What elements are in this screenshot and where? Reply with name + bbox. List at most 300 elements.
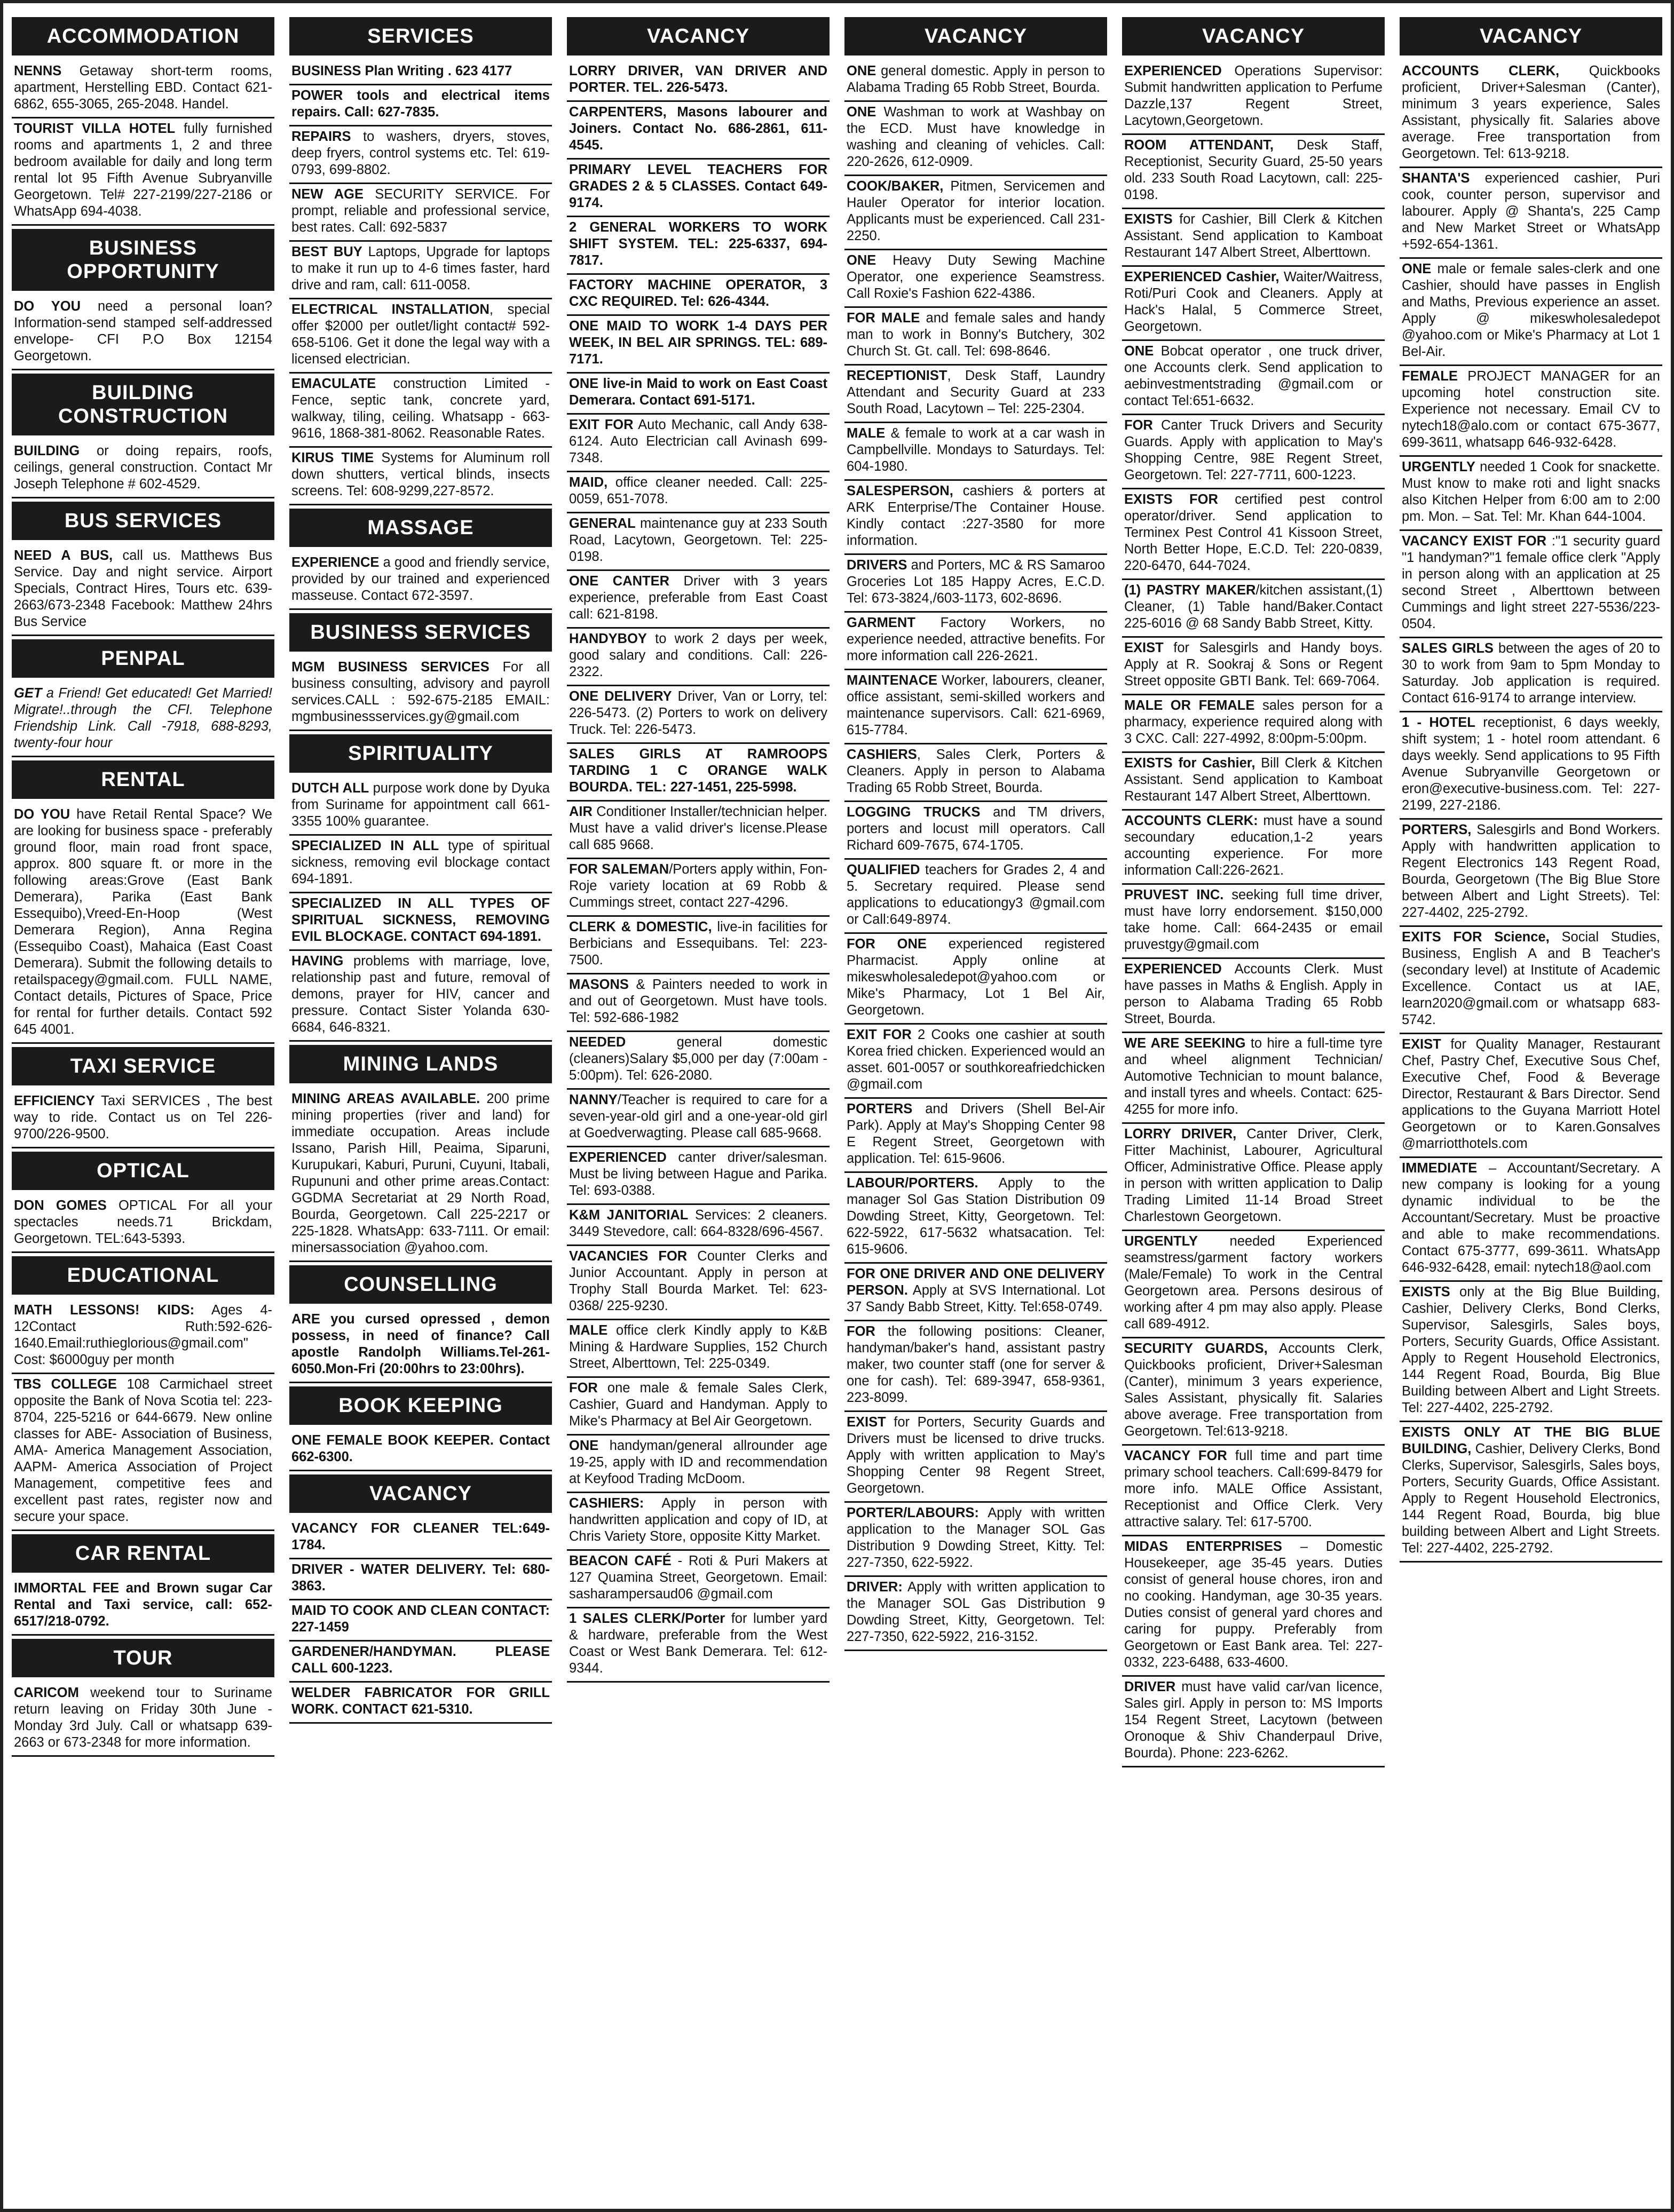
ad-text: Canter Truck Drivers and Security Guards. Apply with application to May's Shopping Centre, 98E Regent Street, Georgetown. Tel: 227-7711, 600-1223. (1124, 418, 1383, 482)
classified-ad (12, 683, 274, 757)
ad-lead: LOGGING TRUCKS (847, 805, 981, 820)
ad-lead: MGM BUSINESS SERVICES (291, 660, 489, 675)
ad-lead: VACANCY FOR CLEANER TEL:649-1784. (291, 1521, 550, 1552)
ad-lead: GARMENT (847, 615, 915, 630)
ad-lead: EXIST (847, 1415, 886, 1430)
section-heading: VACANCY (1122, 17, 1385, 56)
section-heading: TOUR (12, 1639, 274, 1677)
ad-text: Heavy Duty Sewing Machine Operator, one experience Seamstress. Call Roxie's Fashion 622-4386. (847, 253, 1105, 301)
ad-lead: VACANCY EXIST FOR (1402, 534, 1546, 549)
classified-ad (289, 1559, 552, 1600)
column-6 (1400, 14, 1662, 1563)
classified-ad (289, 951, 552, 1042)
section-heading: MINING LANDS (289, 1045, 552, 1083)
classified-ad (844, 613, 1107, 670)
classified-ad (844, 1503, 1107, 1577)
ad-lead: URGENTLY (1124, 1234, 1198, 1249)
classified-ad (1122, 61, 1385, 135)
ad-text: Salesgirls and Bond Workers. Apply with handwritten application to Regent Electronics 143 Regent Road, Bourda, Georgetown (The Big Blue Store between Albert and Light Streets). Tel: 227-4402, 225-2792. (1402, 822, 1660, 920)
classified-ad (567, 1320, 830, 1378)
ad-lead: MAID TO COOK AND CLEAN CONTACT: 227-1459 (291, 1603, 550, 1635)
ad-text: a good and friendly service, provided by our trained and experienced masseuse. Contact 672-3597. (291, 555, 550, 603)
ad-text: & female to work at a car wash in Campbellville. Mondays to Saturdays. Tel: 604-1980. (847, 426, 1105, 474)
classified-ad (12, 61, 274, 118)
ad-text: seeking full time driver, must have lorry endorsement. $150,000 take home. Call: 664-2435 or email pruvestgy@gmail.com (1124, 887, 1383, 952)
classified-ad (12, 441, 274, 498)
ad-lead: MIDAS ENTERPRISES (1124, 1539, 1282, 1554)
ad-lead: WE ARE SEEKING (1124, 1036, 1246, 1051)
ad-text: Operations Supervisor: Submit handwritten application to Perfume Dazzle,137 Regent Street, Lacytown,Georgetown. (1124, 64, 1383, 128)
section-heading: VACANCY (844, 17, 1107, 56)
ad-lead: IMMEDIATE (1402, 1161, 1478, 1176)
ad-lead: DRIVER - WATER DELIVERY. Tel: 680-3863. (291, 1562, 550, 1593)
ad-lead: CARICOM (14, 1685, 79, 1700)
classified-ad (1400, 531, 1662, 638)
classified-ad (567, 374, 830, 415)
ad-lead: GET (14, 686, 42, 701)
classified-ad (12, 545, 274, 636)
ad-lead: SALESPERSON, (847, 483, 953, 498)
ad-lead: MATH LESSONS! KIDS: (14, 1303, 195, 1318)
ad-text: Services: 2 cleaners. 3449 Stevedore, call: 664-8328/696-4567. (569, 1208, 827, 1239)
classified-ad (567, 513, 830, 571)
classified-ad (567, 160, 830, 217)
classified-ad (1400, 1282, 1662, 1422)
classified-ad (289, 657, 552, 731)
classified-ad (844, 1412, 1107, 1503)
section-heading: VACANCY (289, 1474, 552, 1513)
ad-lead: FOR (847, 1324, 875, 1339)
ad-text: Social Studies, Business, English A and B Teacher's (secondary level) at Institute of Academic Excellence. Contact us at IAE, learn2020@gmail.com or whatsapp 683-5742. (1402, 930, 1660, 1027)
ad-text: Desk Staff, Receptionist, Security Guard, 25-50 years old. 233 South Road Lacytown, call: 225-0198. (1124, 138, 1383, 202)
ad-text: type of spiritual sickness, removing evil blockage contact 694-1891. (291, 838, 550, 886)
ad-text: a Friend! Get educated! Get Married! Migrate!..through the CFI. Telephone Friendship Link. Call -7918, 688-8293, twenty-four hour (14, 686, 272, 750)
ad-text: general domestic (cleaners)Salary $5,000 per day (7:00am - 5:00pm). Tel: 626-2080. (569, 1035, 827, 1083)
classified-ad (1122, 811, 1385, 885)
classified-ad (1122, 1446, 1385, 1536)
classified-ad (1400, 366, 1662, 457)
classified-ad (289, 85, 552, 126)
classified-ad (289, 1089, 552, 1262)
ad-text: 108 Carmichael street opposite the Bank of Nova Scotia tel: 223-8704, 225-5216 or 644-6679. New online classes for ABE- Association of Business, AMA- America Management Association, AAPM- America Association of Project Management, competitive fees and excellent past rates, register now and secure your space. (14, 1377, 272, 1524)
classified-ad (1400, 1034, 1662, 1158)
ad-lead: DO YOU (14, 807, 70, 822)
ad-lead: DRIVERS (847, 558, 907, 573)
ad-lead: NEW AGE (291, 187, 364, 202)
ad-text: Apply with written application to the Manager SOL Gas Distribution 9 Dowding Street, Kitty. Tel: 227-7350, 622-5922. (847, 1505, 1105, 1570)
ad-lead: NANNY (569, 1092, 618, 1107)
ad-text: 200 prime mining properties (river and land) for immediate occupation. Areas include Issano, Parish Hill, Peaima, Siparuni, Kurupukari, Kaburi, Puruni, Cuyuni, Itabali, Rupununi and other prime areas.Contact: GGDMA Secretariat at 29 North Road, Bourda, Georgetown. Call 225-2217 or 225-1828. WhatsApp: 633-7111. Or email: minersassociation @yahoo.com. (291, 1091, 550, 1255)
ad-lead: BEST BUY (291, 244, 362, 259)
ad-lead: EXPERIENCED (1124, 64, 1222, 78)
ad-lead: SALES GIRLS AT RAMROOPS TARDING 1 C ORANGE WALK BOURDA. TEL: 227-1451, 225-5998. (569, 747, 827, 795)
ad-lead: TOURIST VILLA HOTEL (14, 121, 176, 136)
ad-lead: LORRY DRIVER, (1124, 1127, 1237, 1141)
classified-ad (1122, 415, 1385, 489)
ad-text: weekend tour to Suriname return leaving on Friday 30th June - Monday 3rd July. Call or whatsapp 639-2663 or 673-2348 for more information. (14, 1685, 272, 1750)
classified-ad (12, 296, 274, 370)
classified-ad (289, 184, 552, 242)
classified-ad (1122, 1536, 1385, 1677)
ad-lead: SHANTA'S (1402, 171, 1470, 186)
classified-ad (1400, 712, 1662, 820)
ad-lead: ONE (847, 253, 877, 268)
ad-lead: FEMALE (1402, 369, 1458, 384)
classified-ad (289, 1600, 552, 1642)
classified-ad (12, 1374, 274, 1531)
classified-ad (567, 1147, 830, 1205)
ad-text: Driver with 3 years experience, preferable from East Coast call: 621-8198. (569, 574, 827, 622)
ad-lead: EXISTS (1402, 1285, 1450, 1299)
classified-ad (567, 571, 830, 629)
ad-text: full time and part time primary school teachers. Call:699-8479 for more info. MALE Office Assistant, Receptionist and Office Clerk. Very attractive salary. Tel: 617-5700. (1124, 1448, 1383, 1529)
classified-ad (1122, 489, 1385, 580)
ad-lead: ROOM ATTENDANT, (1124, 138, 1274, 153)
classified-ad (1122, 885, 1385, 959)
ad-text: between the ages of 20 to 30 to work from 9am to 5pm Monday to Saturday. Job application is required. Contact 616-9174 to arrange interview. (1402, 641, 1660, 705)
ad-lead: MAID, (569, 475, 608, 490)
classified-ad (844, 1321, 1107, 1412)
ad-lead: PORTER/LABOURS: (847, 1505, 979, 1520)
ad-text: problems with marriage, love, relationship past and future, removal of demons, prayer for HIV, cancer and pressure. Contact Sister Yolanda 630-6684, 646-8321. (291, 954, 550, 1035)
ad-text: general domestic. Apply in person to Alabama Trading 65 Robb Street, Bourda. (847, 64, 1105, 95)
classified-ad (12, 1578, 274, 1636)
ad-lead: EXISTS (1124, 212, 1173, 227)
ad-lead: ONE (847, 64, 877, 78)
section-heading: BUSINESS SERVICES (289, 613, 552, 652)
ad-lead: GARDENER/HANDYMAN. PLEASE CALL 600-1223. (291, 1644, 550, 1676)
ad-lead: CASHIERS (847, 747, 917, 762)
ad-lead: FOR (569, 1381, 598, 1396)
classified-ad (567, 859, 830, 917)
ad-lead: FACTORY MACHINE OPERATOR, 3 CXC REQUIRED. Tel: 626-4344. (569, 278, 827, 309)
ad-lead: EXISTS FOR (1124, 492, 1218, 507)
ad-lead: DRIVER (1124, 1679, 1176, 1694)
classified-ad (567, 275, 830, 316)
classified-ad (567, 1493, 830, 1551)
ad-lead: ELECTRICAL INSTALLATION (291, 302, 489, 317)
ad-lead: COOK/BAKER, (847, 179, 944, 194)
classified-ad (567, 1608, 830, 1683)
ad-text: Canter Driver, Clerk, Fitter Machinist, Labourer, Agricultural Officer, Administrative Office. Please apply in person with written application to Dalip Trading Limited 11-14 Broad Street Charlestown Georgetown. (1124, 1127, 1383, 1224)
ad-text: – Domestic Housekeeper, age 35-45 years. Duties consist of general house chores, iron and no cooking. Handyman, age 30-35 years. Duties consist of general yard chores and caring for puppy. Preferably from Georgetown or East Bank area. Tel: 227-0332, 223-6488, 633-4600. (1124, 1539, 1383, 1670)
ad-text: Ages 4-12Contact Ruth:592-626-1640.Email:ruthieglorious@gmail.com" Cost: $6000guy per month (14, 1303, 272, 1367)
ad-text: experienced cashier, Puri cook, counter person, supervisor and labourer. Apply @ Shanta's, 225 Camp and New Market Street or WhatsApp +592-654-1361. (1402, 171, 1660, 252)
classified-ad (289, 242, 552, 299)
classified-ad (844, 1577, 1107, 1651)
ad-lead: EXITS FOR Science, (1402, 930, 1550, 945)
ad-lead: ONE (569, 1438, 599, 1453)
section-heading: VACANCY (567, 17, 830, 56)
classified-ad (1122, 1338, 1385, 1446)
ad-lead: EXIST (1124, 640, 1164, 655)
ad-text: Taxi SERVICES , The best way to ride. Contact us on Tel 226-9700/226-9500. (14, 1093, 272, 1141)
ad-lead: CASHIERS: (569, 1496, 644, 1511)
ad-text: only at the Big Blue Building, Cashier, Delivery Clerks, Bond Clerks, Supervisor, Salesgirls, Sales boys, Porters, Security Guards, Office Assistant. Apply to Regent Household Electronics, 144 Regent Road, Bourda, Big Blue Building between Albert and Light Streets. Tel: 227-4402, 225-2792. (1402, 1285, 1660, 1415)
ad-text: Apply with written application to the Manager SOL Gas Distribution 9 Dowding Street, Kitty, Georgetown. Tel: 227-7350, 622-5922, 216-3152. (847, 1580, 1105, 1644)
classified-ad (1400, 1158, 1662, 1282)
ad-text: Quickbooks proficient, Driver+Salesman (Canter), minimum 3 years experience, Sales Assistant, physically fit. Salaries above average. Free transportation from Georgetown. Tel: 613-9218. (1402, 64, 1660, 161)
ad-text: needed 1 Cook for snackette. Must know to make roti and light snacks also Kitchen Helper from 6:00 am to 2:00 pm. Mon. – Sat. Tel: Mr. Khan 644-1004. (1402, 459, 1660, 524)
classified-ad (289, 1309, 552, 1383)
classified-ad (844, 102, 1107, 176)
ad-lead: (1) PASTRY MAKER (1124, 583, 1256, 598)
ad-text: receptionist, 6 days weekly, shift system; 1 - hotel room attendant. 6 days weekly. Send applications to 95 Fifth Avenue Subryanville Georgetown or eron@executive-business.com. Tel: 227-2199, 227-2186. (1402, 715, 1660, 813)
ad-text: /Teacher is required to care for a seven-year-old girl and a one-year-old girl at Goedverwagting. Please call 685-9668. (569, 1092, 827, 1140)
ad-text: for Porters, Security Guards and Drivers must be licensed to drive trucks. Apply with written application to May's Shopping Center 98 Regent Street, Georgetown. (847, 1415, 1105, 1496)
ad-lead: EFFICIENCY (14, 1093, 95, 1108)
classified-ad (1122, 341, 1385, 415)
column-3 (567, 14, 830, 1683)
ad-lead: SPECIALIZED IN ALL TYPES OF SPIRITUAL SICKNESS, REMOVING EVIL BLOCKAGE. CONTACT 694-1891. (291, 896, 550, 944)
ad-text: , Sales Clerk, Porters & Cleaners. Apply in person to Alabama Trading 65 Robb Street, Bourda. (847, 747, 1105, 795)
ad-text: must have valid car/van licence, Sales girl. Apply in person to: MS Imports 154 Regent Street, Lacytown (between Oronoque & Shiv Chanderpaul Drive, Bourda). Phone: 223-6262. (1124, 1679, 1383, 1761)
classified-ad (1122, 753, 1385, 811)
section-heading: TAXI SERVICE (12, 1047, 274, 1085)
ad-lead: ONE (847, 105, 877, 120)
classified-ad (844, 1099, 1107, 1173)
classified-ad (12, 1683, 274, 1757)
ad-lead: EXISTS for Cashier, (1124, 756, 1256, 771)
classified-ad (1400, 168, 1662, 259)
classified-ad (1122, 959, 1385, 1033)
ad-lead: K&M JANITORIAL (569, 1208, 689, 1223)
ad-lead: DUTCH ALL (291, 781, 369, 796)
ad-lead: MALE (847, 426, 886, 441)
ad-lead: RECEPTIONIST (847, 368, 947, 383)
classified-ad (844, 802, 1107, 860)
ad-lead: LORRY DRIVER, VAN DRIVER AND PORTER. TEL. 226-5473. (569, 64, 827, 95)
ad-lead: MINING AREAS AVAILABLE. (291, 1091, 480, 1106)
classified-ad (567, 1205, 830, 1246)
ad-text: and female sales and handy man to work in Bonny's Butchery, 302 Church St. Gt. call. Tel: 698-8646. (847, 311, 1106, 359)
classified-ad (567, 316, 830, 374)
section-heading: BOOK KEEPING (289, 1386, 552, 1425)
classified-ad (567, 1032, 830, 1090)
classified-ad (1400, 927, 1662, 1034)
ad-text: /Porters apply within, Fon-Roje variety location at 69 Robb & Cummings street, contact 227-4296. (569, 862, 828, 910)
classified-ad (1400, 61, 1662, 168)
ad-lead: GENERAL (569, 516, 636, 531)
ad-text: Factory Workers, no experience needed, attractive benefits. For more information call 226-2621. (847, 615, 1105, 663)
classified-ad (1122, 209, 1385, 267)
classified-ad (844, 934, 1107, 1025)
ad-text: and Porters, MC & RS Samaroo Groceries Lot 185 Happy Acres, E.C.D. Tel: 673-3824,/603-1173, 602-8696. (847, 558, 1105, 606)
classified-ad (289, 1642, 552, 1683)
ad-lead: MALE (569, 1323, 608, 1338)
ad-text: fully furnished rooms and apartments 1, 2 and three bedroom available for daily and long term rental lot 95 Fifth Avenue Subryanville Georgetown. Tel# 227-2199/227-2186 or WhatsApp 694-4038. (14, 121, 273, 219)
ad-text: Systems for Aluminum roll down shutters, vertical blinds, insects screens. Tel: 608-9299,227-8572. (291, 450, 550, 498)
ad-text: - Roti & Puri Makers at 127 Quamina Street, Georgetown. Email: sasharampersaud06 @gmail.com (569, 1553, 827, 1601)
ad-lead: NEEDED (569, 1035, 626, 1050)
ad-text: Getaway short-term rooms, apartment, Herstelling EBD. Contact 621-6862, 655-3065, 265-2048. Handel. (14, 64, 272, 112)
ad-lead: 1 - HOTEL (1402, 715, 1475, 730)
ad-lead: MASONS (569, 977, 629, 992)
ad-lead: EXISTS ONLY AT THE BIG BLUE BUILDING, (1402, 1425, 1660, 1456)
ad-lead: VACANCY FOR (1124, 1448, 1227, 1463)
ad-lead: EXPERIENCED (569, 1150, 667, 1165)
classified-ad (1122, 267, 1385, 341)
ad-lead: ONE live-in Maid to work on East Coast Demerara. Contact 691-5171. (569, 376, 827, 408)
ad-text: and Drivers (Shell Bel-Air Park). Apply at May's Shopping Center 98 E Regent Street, Georgetown with application. Tel: 615-9606. (847, 1101, 1105, 1166)
classified-ad (844, 481, 1107, 555)
ad-lead: MALE OR FEMALE (1124, 698, 1255, 713)
section-heading: BUSINESS OPPORTUNITY (12, 229, 274, 291)
ad-text: experienced registered Pharmacist. Apply online at mikeswholesaledepot@yahoo.com or Mike's Pharmacy, Lot 1 Bel Air, Georgetown. (847, 937, 1105, 1018)
classified-ad (289, 61, 552, 85)
ad-lead: WELDER FABRICATOR FOR GRILL WORK. CONTACT 621-5310. (291, 1685, 550, 1717)
ad-lead: NEED A BUS, (14, 548, 113, 563)
ad-text: live-in facilities for Berbicians and Essequibans. Tel: 223-7500. (569, 919, 827, 968)
classified-ad (1122, 580, 1385, 638)
ad-lead: SECURITY GUARDS, (1124, 1341, 1268, 1356)
ad-lead: CLERK & DOMESTIC, (569, 919, 712, 934)
ad-text: maintenance guy at 233 South Road, Lacytown, Georgetown. Tel: 225-0198. (569, 516, 827, 564)
ad-text: or doing repairs, roofs, ceilings, general construction. Contact Mr Joseph Telephone # 602-4529. (14, 443, 272, 491)
ad-text: cashiers & porters at ARK Enterprise/The Container House. Kindly contact :227-3580 for more information. (847, 483, 1105, 548)
ad-text: sales person for a pharmacy, experience required along with 3 CXC. Call: 227-4992, 8:00pm-5:00pm. (1124, 698, 1383, 746)
ad-text: 2 Cooks one cashier at south Korea fried chicken. Experienced would an asset. 601-0057 or southkoreafriedchicken @gmail.com (847, 1027, 1105, 1092)
column-4 (844, 14, 1107, 1651)
classified-ad (567, 686, 830, 744)
ad-lead: ONE FEMALE BOOK KEEPER. Contact 662-6300. (291, 1433, 550, 1464)
classified-ad (289, 1683, 552, 1724)
classified-ad (567, 61, 830, 102)
ad-lead: LABOUR/PORTERS. (847, 1176, 978, 1191)
classified-ad (844, 308, 1107, 366)
ad-text: PROJECT MANAGER for an upcoming hotel construction site. Experience not necessary. Email CV to nytech18@alo.com or contact 675-3677, 699-3611, whatsapp 646-932-6428. (1402, 369, 1660, 450)
ad-text: purpose work done by Dyuka from Suriname for appointment call 661-3355 100% guarantee. (291, 781, 550, 829)
ad-text: Accounts Clerk, Quickbooks proficient, Driver+Salesman (Canter), minimum 3 years experience, Sales Assistant, physically fit. Salaries above average. Free transportation from Georgetown. Tel:613-9218. (1124, 1341, 1383, 1439)
ad-text: for Salesgirls and Handy boys. Apply at R. Sookraj & Sons or Regent Street opposite GBTI Bank. Tel: 669-7064. (1124, 640, 1383, 688)
classified-ad (1122, 638, 1385, 695)
classified-ad (1400, 259, 1662, 366)
ad-lead: QUALIFIED (847, 862, 920, 877)
classified-ad (844, 61, 1107, 102)
classified-ad (289, 374, 552, 448)
ad-text: Accounts Clerk. Must have passes in Maths & English. Apply in person to Alabama Trading 65 Robb Street, Bourda. (1124, 962, 1383, 1026)
classified-ad (844, 1264, 1107, 1321)
ad-lead: FOR ONE DRIVER AND ONE DELIVERY PERSON. (847, 1266, 1105, 1298)
section-heading: COUNSELLING (289, 1265, 552, 1304)
classified-ad (844, 250, 1107, 308)
classified-ad (567, 415, 830, 472)
ad-lead: DON GOMES (14, 1198, 107, 1213)
ad-lead: NENNS (14, 64, 62, 78)
ad-lead: EXPERIENCED Cashier, (1124, 269, 1280, 284)
classified-ad (12, 1091, 274, 1148)
ad-text: to hire a full-time tyre and wheel alignment Technician/ Automotive Technician to mount balance, and install tyres and wheels. Contact: 625-4255 for more info. (1124, 1036, 1383, 1117)
ad-text: office clerk Kindly apply to K&B Mining & Hardware Supplies, 152 Church Street, Alberttown, Tel: 225-0349. (569, 1323, 827, 1371)
ad-lead: HAVING (291, 954, 344, 969)
ad-lead: HANDYBOY (569, 631, 647, 646)
classified-ad (289, 448, 552, 505)
ad-lead: FOR MALE (847, 311, 920, 326)
classified-ad (289, 893, 552, 951)
ad-text: to work 2 days per week, good salary and conditions. Call: 226-2322. (569, 631, 827, 679)
classified-ad (567, 1246, 830, 1320)
ad-lead: BUILDING (14, 443, 80, 458)
classified-ad (844, 1173, 1107, 1264)
ad-text: :"1 security guard "1 handyman?"1 female office clerk "Apply in person along with an application at 25 second Street , Alberttown between Cummings and light street 227-5536/223-0504. (1402, 534, 1661, 631)
ad-text: one male & female Sales Clerk, Cashier, Guard and Handyman. Apply to Mike's Pharmacy at Bel Air Georgetown. (569, 1381, 827, 1429)
ad-lead: EXIT FOR (569, 417, 634, 432)
classified-ad (289, 1430, 552, 1471)
ad-text: call us. Matthews Bus Service. Day and night service. Airport Specials, Contract Hires, Tours etc. 639-2663/673-2348 Facebook: Matthew 24hrs Bus Service (14, 548, 272, 629)
classified-ad (567, 217, 830, 275)
ad-text: teachers for Grades 2, 4 and 5. Secretary required. Please send applications to educationgy3 @gmail.com or Call:649-8974. (847, 862, 1105, 927)
classified-ad (844, 176, 1107, 250)
classified-ad (1122, 135, 1385, 209)
ad-text: Cashier, Delivery Clerks, Bond Clerks, Supervisor, Salesgirls, Sales boys, Porters, Security Guards, Office Assistant. Apply to Regent Household Electronics, 144 Regent Road, Bourda, big blue building between Albert and Light Streets. Tel: 227-4402, 225-2792. (1402, 1441, 1660, 1556)
ad-text: – Accountant/Secretary. A new company is looking for a young dynamic individual to be the Accountant/Secretary. Must be proactive and able to make recommendations. Contact 675-3777, 699-3611. WhatsApp 646-932-6428, email: nytech18@aol.com (1402, 1161, 1660, 1275)
ad-text: canter driver/salesman. Must be living between Hague and Parika. Tel: 693-0388. (569, 1150, 827, 1198)
classified-ad (289, 126, 552, 184)
section-heading: PENPAL (12, 639, 274, 678)
ad-lead: PORTERS, (1402, 822, 1472, 837)
section-heading: OPTICAL (12, 1152, 274, 1190)
ad-lead: TBS COLLEGE (14, 1377, 117, 1392)
ad-text: , Desk Staff, Laundry Attendant and Security Guard at 233 South Road, Lacytown – Tel: 225-2304. (847, 368, 1105, 416)
section-heading: SPIRITUALITY (289, 734, 552, 773)
classified-ad (1122, 1677, 1385, 1767)
ad-lead: BUSINESS Plan Writing . 623 4177 (291, 64, 512, 78)
classified-ad (289, 299, 552, 374)
ad-text: For all business consulting, advisory and payroll services.CALL : 592-675-2185 EMAIL: mgmbusinessservices.gy@gmail.com (291, 660, 550, 724)
ad-text: male or female sales-clerk and one Cashier, should have passes in English and Maths, Previous experience an asset. Apply @ mikeswholesaledepot @yahoo.com or Mike's Pharmacy at Lot 1 Bel-Air. (1402, 261, 1660, 359)
ad-text: need a personal loan? Information-send stamped self-addressed envelope- CFI P.O Box 12154 Georgetown. (14, 299, 272, 363)
ad-lead: PORTERS (847, 1101, 913, 1116)
ad-lead: VACANCIES FOR (569, 1249, 688, 1264)
classified-ad (567, 1436, 830, 1493)
classified-ad (844, 670, 1107, 744)
ad-lead: SALES GIRLS (1402, 641, 1494, 656)
ad-lead: ACCOUNTS CLERK, (1402, 64, 1560, 78)
ad-lead: FOR SALEMAN (569, 862, 669, 877)
ad-lead: KIRUS TIME (291, 450, 374, 465)
ad-text: Worker, labourers, cleaner, office assistant, semi-skilled workers and maintenance supervisors. Call: 621-6969, 615-7784. (847, 673, 1105, 738)
ad-lead: ONE CANTER (569, 574, 670, 589)
ad-lead: EXPERIENCED (1124, 962, 1222, 977)
ad-text: certified pest control operator/driver. Send application to Terminex Pest Control 41 Kissoon Street, North Better Hope, E.C.D. Tel: 220-0839, 220-6470, 644-7024. (1124, 492, 1383, 573)
ad-text: the following positions: Cleaner, handyman/baker's hand, assistant pastry maker, two counter staff (one for server & one for cash). Tel: 689-3947, 658-9361, 223-8099. (847, 1324, 1105, 1405)
classified-ad (289, 778, 552, 836)
ad-text: must have a sound secoundary education,1-2 years accounting experience. For more information Call:226-2621. (1124, 813, 1383, 878)
classified-ad (12, 118, 274, 226)
ad-text: Bobcat operator , one truck driver, one Accounts clerk. Send application to aebinvestmentstrading @gmail.com or contact Tel:651-6632. (1124, 344, 1383, 408)
ad-text: ARE you cursed opressed , demon possess, in need of finance? Call apostle Randolph Williams.Tel-261-6050.Mon-Fri (20:00hrs to 23:00hrs). (291, 1312, 550, 1376)
ad-lead: MAINTENACE (847, 673, 937, 688)
ad-text: Conditioner Installer/technician helper. Must have a valid driver's license.Please call 685 9668. (569, 804, 827, 852)
ad-lead: IMMORTAL FEE and Brown sugar Car Rental and Taxi service, call: 652-6517/218-0792. (14, 1581, 272, 1629)
classified-ad (1122, 695, 1385, 753)
ad-text: SECURITY SERVICE. For prompt, reliable and professional service, best rates. Call: 692-5837 (291, 187, 550, 235)
ad-text: Apply to the manager Sol Gas Station Distribution 09 Dowding Street, Kitty, Georgetown. Tel: 622-5922, 617-5632 whatsacation. Tel: 615-9606. (847, 1176, 1105, 1257)
ad-lead: FOR ONE (847, 937, 927, 952)
classified-ad (1122, 1124, 1385, 1231)
classified-ad (844, 744, 1107, 802)
classified-ad (844, 555, 1107, 613)
classified-ad (844, 860, 1107, 934)
ad-lead: FOR (1124, 418, 1153, 433)
ad-text: Auto Mechanic, call Andy 638-6124. Auto Electrician call Avinash 699-7348. (569, 417, 827, 465)
ad-text: Laptops, Upgrade for laptops to make it run up to 4-6 times faster, hard drive and ram, call: 611-0058. (291, 244, 550, 292)
section-heading: ACCOMMODATION (12, 17, 274, 56)
ad-text: office cleaner needed. Call: 225-0059, 651-7078. (569, 475, 827, 506)
ad-text: for Quality Manager, Restaurant Chef, Pastry Chef, Executive Sous Chef, Executive Chef, Food & Beverage Director, Restaurant & Bars Director. Send applications to the Guyana Marriott Hotel Georgetown or to Karen.Gonsalves @marriotthotels.com (1402, 1037, 1660, 1151)
ad-text: Washman to work at Washbay on the ECD. Must have knowledge in washing and cleaning of vehicles. Call: 220-2626, 612-0909. (847, 105, 1105, 169)
section-heading: MASSAGE (289, 509, 552, 547)
